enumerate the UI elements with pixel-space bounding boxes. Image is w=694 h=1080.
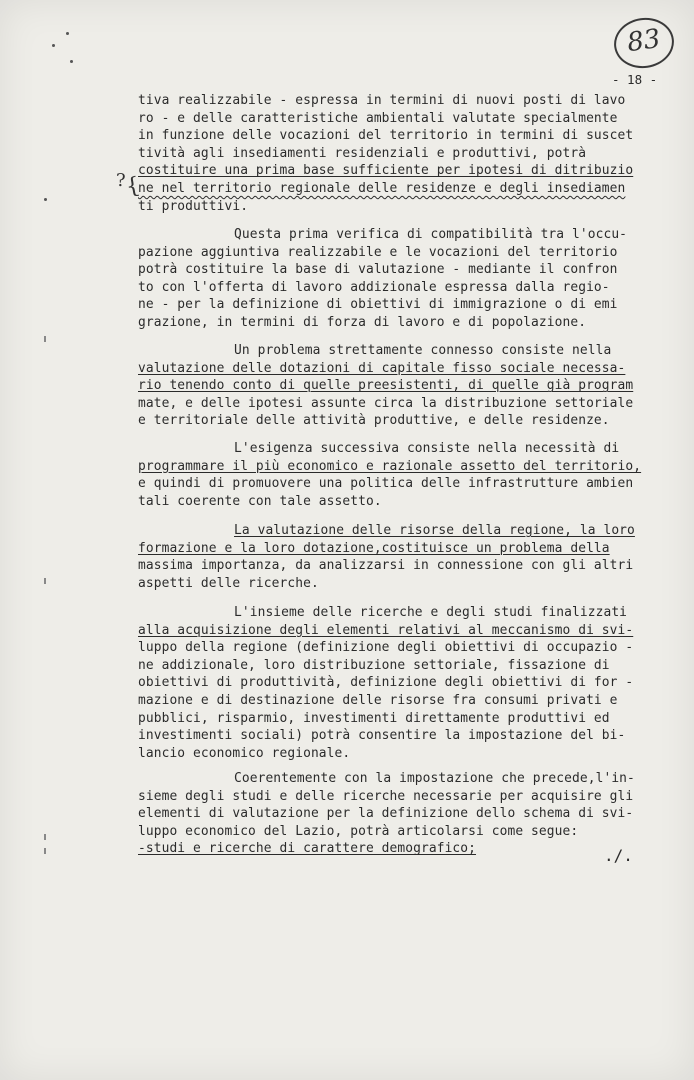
text-line-underlined: -studi e ricerche di carattere demografico; <box>138 841 477 857</box>
text-line-underlined: La valutazione delle risorse della regione, la loro <box>234 523 635 538</box>
text-line: tiva realizzabile - espressa in termini di nuovi posti di lavo <box>138 93 626 108</box>
text-line-underlined: costituire una prima base sufficiente per ipotesi di ditribuzio <box>138 163 634 179</box>
text-line: sieme degli studi e delle ricerche necessarie per acquisire gli <box>138 788 634 804</box>
paragraph-3 <box>138 342 678 430</box>
text-line-underlined: ne nel territorio regionale delle residenze e degli insediamen <box>138 180 626 196</box>
text-line: elementi di valutazione per la definizione dello schema di svi- <box>138 806 634 822</box>
page-stamp <box>611 14 677 72</box>
text-line: massima importanza, da analizzarsi in connessione con gli altri <box>138 558 634 574</box>
page-number: - 18 - <box>612 72 658 87</box>
text-line: ti produttivi. <box>138 198 249 214</box>
text-line: ne addizionale, loro distribuzione settoriale, fissazione di <box>138 657 610 673</box>
stamp-number: 83 <box>625 23 663 59</box>
text-line-underlined: programmare il più economico e razionale assetto del territorio, <box>138 458 642 474</box>
text-line-underlined: formazione e la loro dotazione,costituisce un problema della <box>138 540 610 556</box>
text-line: pubblici, risparmio, investimenti direttamente produttivi ed <box>138 710 610 726</box>
text-line: grazione, in termini di forza di lavoro e di popolazione. <box>138 314 587 330</box>
paragraph-7 <box>138 770 678 858</box>
text-line: aspetti delle ricerche. <box>138 575 319 591</box>
paragraph-5 <box>138 522 678 592</box>
text-line: mazione e di destinazione delle risorse fra consumi privati e <box>138 692 618 708</box>
paragraph-4 <box>138 440 678 510</box>
text-line: e quindi di promuovere una politica delle infrastrutture ambien <box>138 476 634 492</box>
text-line-underlined: valutazione delle dotazioni di capitale fisso sociale necessa- <box>138 360 626 376</box>
margin-query-mark: ? <box>116 170 126 191</box>
text-line: Coerentemente con la impostazione che precede,l'in- <box>234 771 635 786</box>
margin-bracket: { <box>123 172 143 201</box>
paragraph-1 <box>138 92 678 215</box>
text-line-underlined: alla acquisizione degli elementi relativi al meccanismo di svi- <box>138 622 634 638</box>
text-line: e territoriale delle attività produttive, e delle residenze. <box>138 413 610 429</box>
paragraph-6 <box>138 604 678 762</box>
text-line: lancio economico regionale. <box>138 745 351 761</box>
text-line: to con l'offerta di lavoro addizionale espressa dalla regio- <box>138 279 610 295</box>
text-line: ne - per la definizione di obiettivi di immigrazione o di emi <box>138 297 618 313</box>
text-line-underlined: rio tenendo conto di quelle preesistenti, di quelle già program <box>138 378 634 394</box>
text-line: tività agli insediamenti residenziali e produttivi, potrà <box>138 145 587 161</box>
text-line: Un problema strettamente connesso consiste nella <box>234 343 612 358</box>
end-mark: ./. <box>604 846 633 865</box>
text-line: luppo della regione (definizione degli obiettivi di occupazio - <box>138 640 634 656</box>
text-line: mate, e delle ipotesi assunte circa la distribuzione settoriale <box>138 395 634 411</box>
text-line: luppo economico del Lazio, potrà articolarsi come segue: <box>138 823 579 839</box>
text-line: L'esigenza successiva consiste nella necessità di <box>234 441 620 456</box>
text-line: Questa prima verifica di compatibilità tra l'occu- <box>234 227 628 242</box>
text-line: in funzione delle vocazioni del territorio in termini di suscet <box>138 128 634 144</box>
text-line: L'insieme delle ricerche e degli studi finalizzati <box>234 605 628 620</box>
text-line: potrà costituire la base di valutazione - mediante il confron <box>138 262 618 278</box>
text-line: tali coerente con tale assetto. <box>138 493 382 509</box>
text-line: obiettivi di produttività, definizione degli obiettivi di for - <box>138 675 634 691</box>
text-line: investimenti sociali) potrà consentire la impostazione del bi- <box>138 728 626 744</box>
paragraph-2 <box>138 226 678 332</box>
text-line: ro - e delle caratteristiche ambientali valutate specialmente <box>138 110 618 126</box>
text-line: pazione aggiuntiva realizzabile e le vocazioni del territorio <box>138 244 618 260</box>
